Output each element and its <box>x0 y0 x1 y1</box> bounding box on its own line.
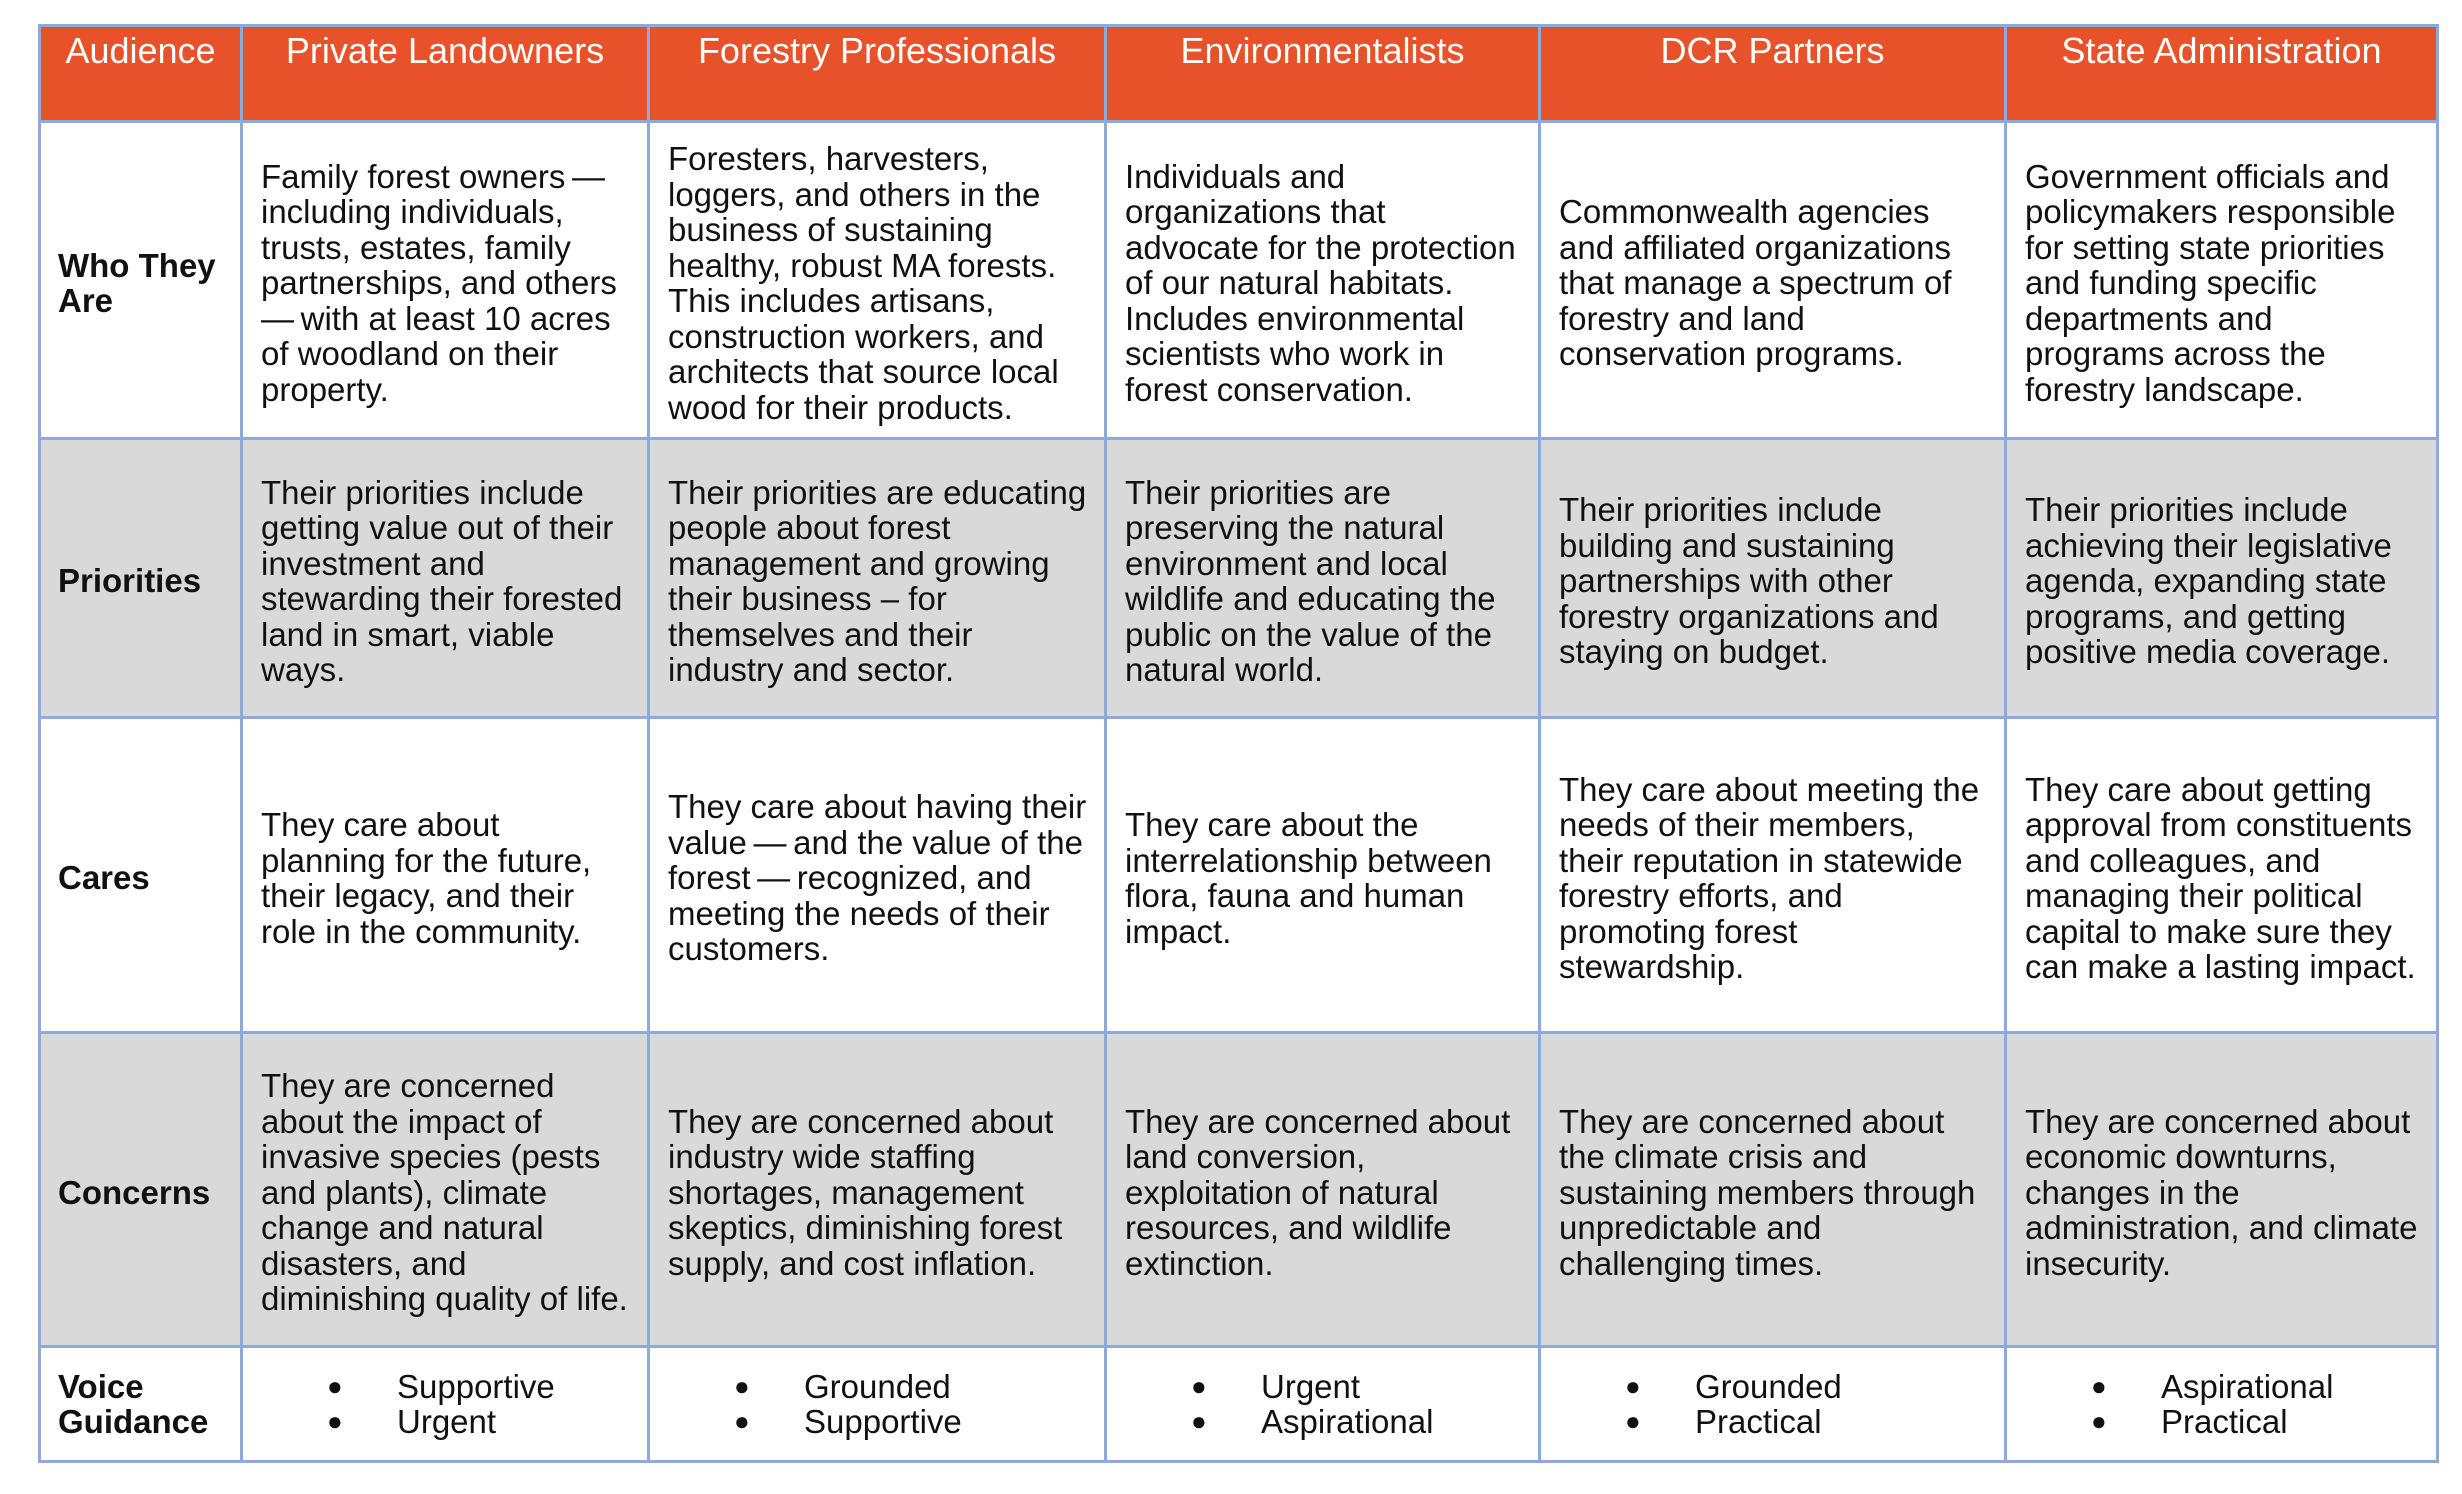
table-cell: They are concerned about industry wide staffing shortages, management skeptics, diminishing forest supply, and cost inflation. <box>649 1033 1106 1347</box>
table-cell: Foresters, harvesters, loggers, and others in the business of sustaining healthy, robust MA forests. This includes artisans, construction workers, and architects that source local wood for their products. <box>649 122 1106 439</box>
row-label: Who They Are <box>40 122 242 439</box>
table-cell: Their priorities include getting value out of their investment and stewarding their forested land in smart, viable ways. <box>242 439 649 718</box>
table-cell: Their priorities are educating people about forest management and growing their business – for themselves and their industry and sector. <box>649 439 1106 718</box>
voice-cell <box>1540 1347 2006 1462</box>
table-cell: They are concerned about economic downturns, changes in the administration, and climate insecurity. <box>2006 1033 2438 1347</box>
bullet-icon: ● <box>327 1406 343 1436</box>
row-label: Concerns <box>40 1033 242 1347</box>
header-private-landowners: Private Landowners <box>242 26 649 122</box>
table-cell: Their priorities include building and sustaining partnerships with other forestry organizations and staying on budget. <box>1540 439 2006 718</box>
row-cares <box>40 718 2438 1033</box>
voice-list <box>2091 1369 2420 1440</box>
table-cell: Individuals and organizations that advocate for the protection of our natural habitats. Includes environmental scientists who work in forest conservation. <box>1106 122 1540 439</box>
bullet-icon: ● <box>1191 1370 1207 1401</box>
row-who-they-are <box>40 122 2438 439</box>
table-cell: Commonwealth agencies and affiliated organizations that manage a spectrum of forestry and land conservation programs. <box>1540 122 2006 439</box>
table-cell: They care about meeting the needs of their members, their reputation in statewide forestry efforts, and promoting forest stewardship. <box>1540 718 2006 1033</box>
list-item <box>327 1404 631 1440</box>
list-item <box>1625 1369 1988 1405</box>
voice-term: Practical <box>1695 1403 1822 1440</box>
voice-list <box>1191 1369 1522 1440</box>
voice-term: Aspirational <box>1261 1403 1434 1440</box>
voice-term: Grounded <box>804 1367 951 1405</box>
table-cell: They care about planning for the future, their legacy, and their role in the community. <box>242 718 649 1033</box>
row-voice-guidance <box>40 1347 2438 1462</box>
voice-term: Urgent <box>397 1403 497 1440</box>
voice-cell <box>2006 1347 2438 1462</box>
table-cell: They care about having their value — and the value of the forest — recognized, and meeting the needs of their customers. <box>649 718 1106 1033</box>
voice-term: Supportive <box>804 1403 962 1440</box>
voice-list <box>327 1369 631 1440</box>
voice-term: Practical <box>2161 1403 2288 1440</box>
bullet-icon: ● <box>734 1406 750 1436</box>
table-cell: They are concerned about the impact of invasive species (pests and plants), climate change and natural disasters, and diminishing quality of life. <box>242 1033 649 1347</box>
list-item <box>1625 1404 1988 1440</box>
table-cell: Their priorities are preserving the natural environment and local wildlife and educating the public on the value of the natural world. <box>1106 439 1540 718</box>
list-item <box>2091 1404 2420 1440</box>
bullet-icon: ● <box>1625 1370 1641 1401</box>
voice-cell <box>1106 1347 1540 1462</box>
row-label: Cares <box>40 718 242 1033</box>
voice-term: Aspirational <box>2161 1367 2334 1405</box>
row-label: Voice Guidance <box>40 1347 242 1462</box>
header-audience: Audience <box>40 26 242 122</box>
bullet-icon: ● <box>327 1370 343 1401</box>
header-environmentalists: Environmentalists <box>1106 26 1540 122</box>
row-priorities <box>40 439 2438 718</box>
table-cell: They care about getting approval from constituents and colleagues, and managing their political capital to make sure they can make a lasting impact. <box>2006 718 2438 1033</box>
bullet-icon: ● <box>1625 1406 1641 1436</box>
audience-table <box>38 24 2439 1463</box>
header-state-administration: State Administration <box>2006 26 2438 122</box>
table-cell: They are concerned about the climate crisis and sustaining members through unpredictable and challenging times. <box>1540 1033 2006 1347</box>
voice-list <box>1625 1369 1988 1440</box>
bullet-icon: ● <box>734 1370 750 1401</box>
list-item <box>2091 1369 2420 1405</box>
voice-term: Grounded <box>1695 1367 1842 1405</box>
header-forestry-professionals: Forestry Professionals <box>649 26 1106 122</box>
voice-term: Supportive <box>397 1367 555 1405</box>
list-item <box>734 1369 1088 1405</box>
table-cell: They care about the interrelationship between flora, fauna and human impact. <box>1106 718 1540 1033</box>
bullet-icon: ● <box>1191 1406 1207 1436</box>
voice-cell <box>242 1347 649 1462</box>
bullet-icon: ● <box>2091 1370 2107 1401</box>
header-dcr-partners: DCR Partners <box>1540 26 2006 122</box>
list-item <box>1191 1369 1522 1405</box>
table-cell: Their priorities include achieving their legislative agenda, expanding state programs, and getting positive media coverage. <box>2006 439 2438 718</box>
row-label: Priorities <box>40 439 242 718</box>
row-concerns <box>40 1033 2438 1347</box>
table-cell: Government officials and policymakers responsible for setting state priorities and funding specific departments and programs across the forestry landscape. <box>2006 122 2438 439</box>
header-row <box>40 26 2438 122</box>
audience-table-wrapper <box>38 24 2439 1463</box>
list-item <box>1191 1404 1522 1440</box>
table-cell: Family forest owners — including individuals, trusts, estates, family partnerships, and others — with at least 10 acres of woodland on their property. <box>242 122 649 439</box>
table-cell: They are concerned about land conversion, exploitation of natural resources, and wildlife extinction. <box>1106 1033 1540 1347</box>
voice-list <box>734 1369 1088 1440</box>
list-item <box>734 1404 1088 1440</box>
voice-term: Urgent <box>1261 1367 1361 1405</box>
list-item <box>327 1369 631 1405</box>
voice-cell <box>649 1347 1106 1462</box>
bullet-icon: ● <box>2091 1406 2107 1436</box>
